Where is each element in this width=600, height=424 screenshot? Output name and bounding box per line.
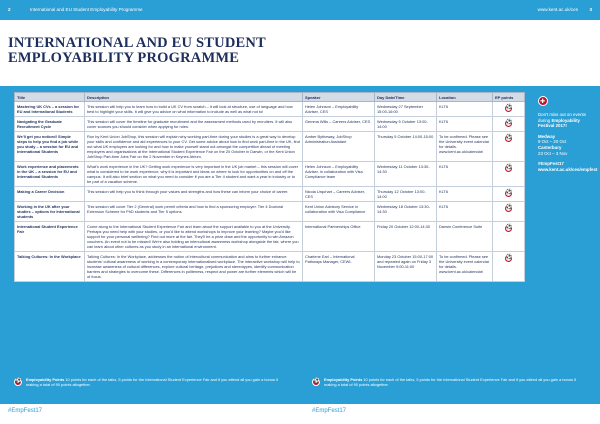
event-title: Work experience and placements in the UK – a session for EU and International Students [15, 162, 85, 187]
event-title: International Student Experience Fair [15, 222, 85, 252]
event-location: KLT6 [437, 187, 493, 202]
table-header-row [15, 93, 525, 102]
sidebar-hashtag: #EmpFest17 [538, 161, 564, 167]
employability-points-icon [505, 165, 512, 172]
festival-sidebar [538, 112, 598, 177]
col-location: Location [437, 93, 493, 102]
event-speaker: International Partnerships Office [303, 222, 375, 252]
col-title: Title [15, 93, 85, 102]
page-number-left: 2 [8, 7, 11, 12]
event-title: We'll get you noticed! Simple steps to help you find a job while you study – a session for EU and International Students [15, 132, 85, 162]
event-ep [493, 117, 525, 132]
footnote-left-text: 10 points for each of the talks, 5 points for the International Student Experience Fair and if you attend all you gain a bonus 5 making a total of 90 points altogether. [26, 377, 279, 387]
sidebar-festival: Employability Festival 2017! [538, 117, 580, 129]
event-datetime: Friday 20 October 12:00-14:30 [375, 222, 437, 252]
sidebar-canterbury-dates: 23 Oct – 3 Nov [538, 150, 568, 156]
table-row [15, 117, 525, 132]
employability-points-icon [505, 190, 512, 197]
event-speaker: Charlene Earl – International Pathways Manager, CEWL [303, 252, 375, 282]
event-datetime: Wednesday 5 October 13:00-14:00 [375, 117, 437, 132]
sidebar-link[interactable]: www.kent.ac.uk/ces/empfest [538, 166, 598, 172]
event-ep [493, 252, 525, 282]
event-speaker: Kent Union Advisory Service in collaboration with Visa Compliance [303, 202, 375, 222]
footnote-left [14, 377, 284, 387]
event-datetime: Thursday 5 October 14:00-15:00 [375, 132, 437, 162]
col-description: Description [85, 93, 303, 102]
col-datetime: Day Date/Time [375, 93, 437, 102]
event-title: Mastering UK CVs – a session for EU and International Students [15, 102, 85, 117]
website-link[interactable]: www.kent.ac.uk/ces [537, 7, 578, 12]
event-datetime: Thursday 12 October 13:00-14:00 [375, 187, 437, 202]
table-row [15, 222, 525, 252]
hashtag-right: #EmpFest17 [312, 408, 347, 414]
employability-points-icon [312, 378, 320, 386]
event-datetime: Wednesday 27 September 15:00-16:00 [375, 102, 437, 117]
sidebar-canterbury: Canterbury [538, 144, 562, 150]
event-description: Run by Kent Union JobShop, this session will explain why working part-time during your studies is a great way to develop your skills and confidence and aid experiences to your CV. Get some advice about how to find work part-time in the UK, find out what UK employers are looking for and how to make yourself stand out amongst the competition ahead of meeting employers and organisations at the International Student Experience Fair on the 20 October in Darwin, or the Kent Union JobShop Part-time Jobs Fair on the 2 November in Keynes Atrium. [85, 132, 303, 162]
employability-points-icon [505, 105, 512, 112]
event-description: This session will help you to learn how to build a UK CV from scratch – it will look at structure, use of language and how best to highlight your skills. It will give you advice on what information to include as well as what not to! [85, 102, 303, 117]
event-location: KLT6 [437, 102, 493, 117]
footnote-right-text: 10 points for each of the talks, 5 points for the International Student Experience Fair and if you attend all you gain a bonus 5 making a total of 90 points altogether. [324, 377, 577, 387]
employability-points-icon [505, 205, 512, 212]
event-ep [493, 132, 525, 162]
event-description: This session will cover the timeline for graduate recruitment and the assessment methods used by recruiters. It will also cover sources you should consider when applying for roles. [85, 117, 303, 132]
event-location: Darwin Conference Suite [437, 222, 493, 252]
hashtag-left: #EmpFest17 [8, 408, 43, 414]
event-description: Talking Cultures: In the Workplace, addresses the notion of intercultural communication and aims to further enhance students' cultural awareness of working in a contemporary internationalised workplace. The interactive workshop will help to increase awareness of cultural differences, explore cultural heritage, prejudices and stereotypes, identify communication barriers and strategies to overcome these. Differences in politeness, respect and power are further elements which will be of focus. [85, 252, 303, 282]
event-description: This session will help you to think through your values and strengths and how these can inform your choice of career. [85, 187, 303, 202]
col-speaker: Speaker [303, 93, 375, 102]
event-ep [493, 187, 525, 202]
event-title: Talking Cultures: In the Workplace [15, 252, 85, 282]
event-datetime: Wednesday 18 October 13:30-14:30 [375, 202, 437, 222]
event-location: To be confirmed. Please see the University event calendar for details. www.kent.ac.uk/calendar/ [437, 252, 493, 282]
table-row [15, 102, 525, 117]
programme-title: International and EU Student Employability Programme [30, 7, 143, 12]
event-ep [493, 202, 525, 222]
employability-points-icon [505, 120, 512, 127]
festival-badge-icon [538, 96, 548, 106]
event-speaker: Helen Johnson – Employability Adviser, CES [303, 102, 375, 117]
event-title: Working in the UK after your studies – options for International students [15, 202, 85, 222]
event-description: What's work experience in the UK? Getting work experience is very important in the UK job market – this session will cover what is considered to be work experience, why it is important and ideas on where to look for opportunities on and off the campus. It will also brief section on what you need to consider if you are a Tier 4 student and want a year in industry or to be part of a vacation scheme. [85, 162, 303, 187]
event-ep [493, 222, 525, 252]
event-location: KLT6 [437, 117, 493, 132]
employability-points-icon [505, 255, 512, 262]
event-title: Making a Career Decision [15, 187, 85, 202]
event-location: To be confirmed. Please see the University event calendar for details. www.kent.ac.uk/calendar/ [437, 132, 493, 162]
event-datetime: Wednesday 11 October 13:30-14:30 [375, 162, 437, 187]
table-row [15, 132, 525, 162]
event-datetime: Monday 23 October 15:00-17:00 and repeated again on Friday 3 November 9:00-11:00 [375, 252, 437, 282]
table-row [15, 202, 525, 222]
footnote-right-label: Employability Points [324, 377, 363, 382]
event-speaker: Gemma Wills – Careers Adviser, CES [303, 117, 375, 132]
event-description: This session will cover Tier 2 (General) work permit criteria and how to find a sponsoring employer. Tier 4 Doctoral Extension Scheme for PhD students and Tier 5 options. [85, 202, 303, 222]
event-location: KLT6 [437, 202, 493, 222]
event-ep [493, 102, 525, 117]
event-ep [493, 162, 525, 187]
event-title: Navigating the Graduate Recruitment Cycle [15, 117, 85, 132]
employability-points-icon [14, 378, 22, 386]
sidebar-medway-dates: 9 Oct – 20 Oct [538, 139, 567, 145]
top-bar [0, 0, 600, 20]
event-location: KLT6 [437, 162, 493, 187]
table-row [15, 252, 525, 282]
sidebar-medway: Medway [538, 133, 556, 139]
event-speaker: Nicola Urquhart – Careers Adviser, CES [303, 187, 375, 202]
event-speaker: Amber Bytheway, JobShop Administration Assistant [303, 132, 375, 162]
employability-points-icon [505, 135, 512, 142]
sidebar-intro: Don't miss out on events during [538, 112, 586, 123]
employability-points-icon [505, 225, 512, 232]
page-number-right: 3 [589, 7, 592, 12]
footnote-right [312, 377, 582, 387]
footnote-left-label: Employability Points [26, 377, 65, 382]
event-speaker: Helen Johnson – Employability Adviser, in collaboration with Visa Compliance team [303, 162, 375, 187]
event-description: Come along to the International Student Experience Fair and learn about the support available to you at the University. Perhaps you need help with your studies, or you'd like to attend workshops to improve your learning? Maybe you'd like support for your personal wellbeing? Find out more at the fair. They'll be a prize draw and the opportunity to win Amazon vouchers. An event not to be missed! We're also holding an intercultural awareness workshop alongside the fair, where you can learn about other cultures as you study in an international environment. [85, 222, 303, 252]
table-row [15, 162, 525, 187]
table-row [15, 187, 525, 202]
events-table [14, 92, 525, 282]
col-ep-points: EP points [493, 93, 525, 102]
page-title: INTERNATIONAL AND EU STUDENT EMPLOYABILITY PROGRAMME [8, 35, 266, 66]
